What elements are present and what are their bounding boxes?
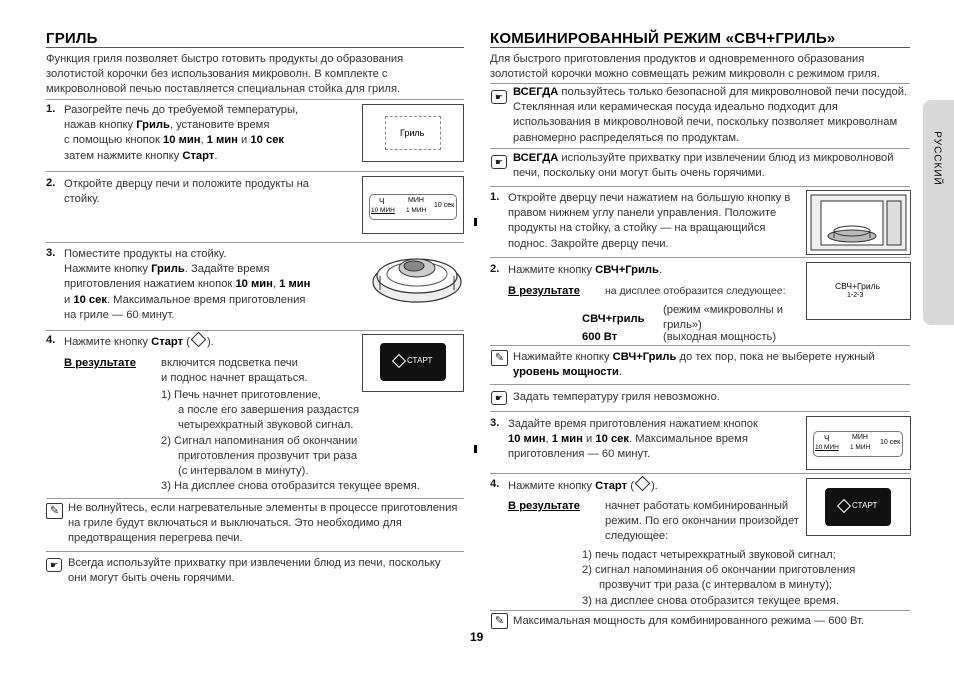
open-oven-illustration [806,190,911,255]
start-button-illustration [806,478,911,536]
left-step1-text: Разогрейте печь до требуемой температуры, нажав кнопку Гриль, установите время с помощью кнопок 10 мин, 1 мин и 10 сек затем нажмите кнопку Старт. [64,104,299,162]
step-divider [46,99,464,100]
left-step3-text: Поместите продукты на стойку. Нажмите кнопку Гриль. Задайте время приготовления нажатием кнопок 10 мин, 1 мин и 10 сек. Максимальное время приготовления на гриле — 60 минут. [64,248,311,321]
language-tab-label: РУССКИЙ [931,131,943,186]
ten-sec-button: 10 сек [880,439,901,446]
step-number: 4. [490,478,500,490]
step-divider [46,242,464,243]
left-section-title: ГРИЛЬ [46,30,98,47]
right-warning-mitt: ВСЕГДА используйте прихватку при извлечении блюд из микроволновой печи, поскольку они могут быть очень горячими. [513,152,894,180]
display-power: 600 Вт [582,331,618,343]
right-result-list: 1) печь подаст четырехкратный звуковой сигнал; 2) сигнал напоминания об окончании приготовления прозвучит три раза (с интервалом в минуту); 3) на дисплее снова отобразится текущее время. [582,549,856,607]
left-result-text: включится подсветка печи и поднос начнет вращаться. [161,357,308,385]
right-step3-text: Задайте время приготовления нажатием кнопок 10 мин, 1 мин и 10 сек. Максимальное время приготовления — 60 минут. [508,418,758,461]
step-number: 2. [490,263,500,275]
ten-sec-button: 10 сек [434,202,455,209]
step-number: 3. [490,417,500,429]
title-rule [490,47,910,48]
step-number: 2. [46,177,56,189]
right-section-title: КОМБИНИРОВАННЫЙ РЕЖИМ «СВЧ+ГРИЛЬ» [490,30,836,47]
right-warning-dishware: ВСЕГДА пользуйтесь только безопасной для микроволновой печи посудой. Стеклянная или керамическая посуда идеально подходит для использования в микроволновой печи, поскольку позволяет микроволнам равномерно распределяться по продуктам. [513,86,908,144]
combo-button-levels: 1-2-3 [847,292,864,299]
caution-hand-icon: ☛ [46,558,62,572]
crop-mark [474,218,477,226]
caution-hand-icon: ☛ [491,90,507,104]
step-number: 1. [46,103,56,115]
note-pencil-icon: ✎ [46,503,63,519]
right-intro: Для быстрого приготовления продуктов и одновременного образования золотистой корочки можно совмещать режим микроволн с режимом гриля. [490,53,880,81]
left-step4-text: Нажмите кнопку Старт ( ). [64,334,264,350]
combo-button-label: СВЧ+Гриль [835,281,881,291]
step-divider [490,257,910,258]
result-label: В результате [64,357,137,369]
time-buttons-illustration [362,176,464,234]
language-tab-label-wrap [922,125,952,195]
ten-min-button: 10 МИН [371,207,395,214]
note-pencil-icon: ✎ [491,350,508,366]
grill-button-illustration [362,104,464,162]
step-divider [46,171,464,172]
step-number: 3. [46,247,56,259]
ten-min-button: 10 МИН [815,444,839,451]
grill-rack-illustration [370,246,464,308]
display-mode: СВЧ+гриль [582,313,645,325]
display-mode-desc: (режим «микроволны и гриль») [663,304,783,332]
one-min-button: 1 МИН [850,444,871,451]
note-divider [46,551,464,552]
right-note-power: Нажимайте кнопку СВЧ+Гриль до тех пор, пока не выберете нужный уровень мощности. [513,351,875,379]
combo-button-illustration [806,262,911,320]
note-divider [490,345,910,346]
step-divider [490,473,910,474]
step-divider [490,411,910,412]
right-step4-text: Нажмите кнопку Старт ( ). [508,478,708,494]
left-note-mitt: Всегда используйте прихватку при извлечении блюд из печи, поскольку они могут быть очень горячими. [68,557,441,585]
hour-label: Ч [379,197,385,206]
left-note-heating: Не волнуйтесь, если нагревательные элементы в процессе приготовления на гриле будут включаться и выключаться. Это необходимо для предотвращения перегрева печи. [68,502,458,545]
left-intro: Функция гриля позволяет быстро готовить продукты до образования золотистой корочки без использования микроволн. В комплекте с микроволновой печью поставляется специальная стойка для гриля. [46,53,404,96]
right-step2-text: Нажмите кнопку СВЧ+Гриль. [508,264,662,276]
right-note-max-power: Максимальная мощность для комбинированного режима — 600 Вт. [513,615,865,627]
grill-button-label: Гриль [400,128,425,138]
one-min-button: 1 МИН [406,207,427,214]
right-step4-result: начнет работать комбинированный режим. По его окончании произойдет следующее: [605,500,799,543]
display-power-desc: (выходная мощность) [663,331,777,343]
start-diamond-icon [191,332,207,348]
caution-hand-icon: ☛ [491,391,507,405]
hour-label: Ч [824,434,830,443]
result-label: В результате [508,285,581,297]
start-button-label: СТАРТ [407,356,433,365]
title-rule [46,47,464,48]
left-result-list: 1) Печь начнет приготовление, а после его завершения раздастся четырехкратный звуковой сигнал. 2) Сигнал напоминания об окончании приготовления прозвучит три раза (с интервалом в минуту). 3) На дисплее снова отобразится текущее время. [161,389,420,493]
start-button-label: СТАРТ [852,501,878,510]
right-note-temp: Задать температуру гриля невозможно. [513,391,720,403]
start-button-illustration [362,334,464,392]
left-step2-text: Откройте дверцу печи и положите продукты на стойку. [64,178,310,206]
min-label: МИН [408,197,424,204]
page-number: 19 [470,630,484,644]
step-number: 4. [46,334,56,346]
caution-hand-icon: ☛ [491,155,507,169]
time-buttons-illustration [806,416,911,470]
note-divider [490,148,910,149]
step-divider [490,186,910,187]
note-divider [490,610,910,611]
right-step2-result: на дисплее отобразится следующее: [605,285,786,297]
result-label: В результате [508,500,581,512]
step-number: 1. [490,191,500,203]
start-diamond-icon [635,476,651,492]
note-divider [490,83,910,84]
step-divider [46,330,464,331]
crop-mark [474,445,477,453]
note-pencil-icon: ✎ [491,613,508,629]
note-divider [46,498,464,499]
right-step1-text: Откройте дверцу печи нажатием на большую кнопку в правом нижнем углу панели управления. Положите продукты на стойку, а стойку — на вращающийся поднос. Закройте дверцу печи. [508,192,791,250]
note-divider [490,384,910,385]
min-label: МИН [852,434,868,441]
